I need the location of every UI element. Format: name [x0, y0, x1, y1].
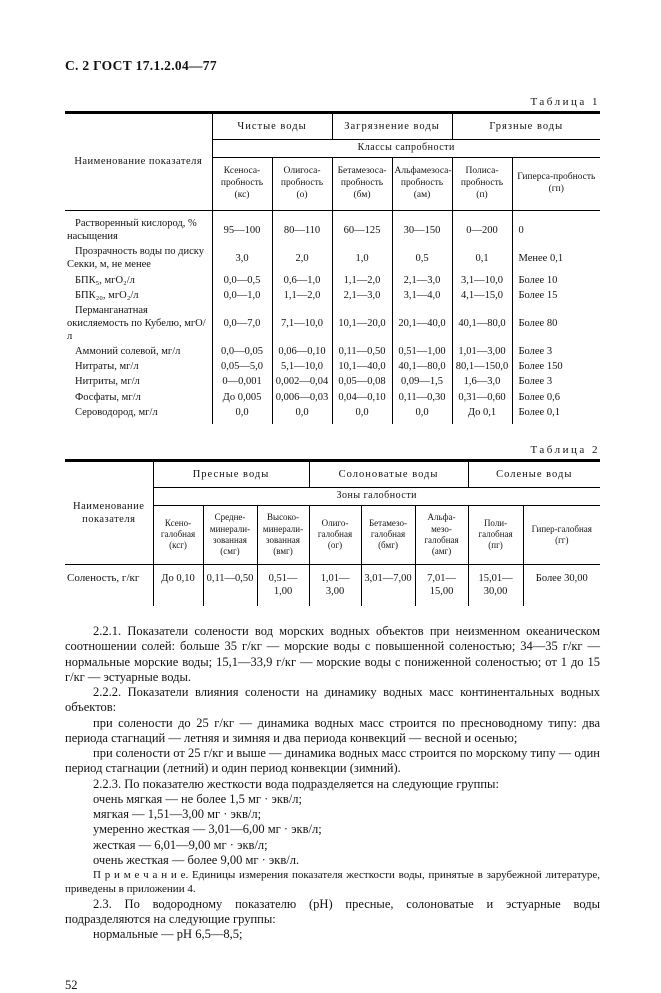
cell-value: 0,0	[212, 405, 272, 424]
table-row	[65, 359, 600, 374]
table2-group-salt: Соленые воды	[468, 460, 600, 487]
cell-value: 1,01—3,00	[452, 344, 512, 359]
table2-col-header: Средне-минерали-зованная (смг)	[203, 505, 257, 564]
table1-group-clean: Чистые воды	[212, 113, 332, 140]
doc-header: С. 2 ГОСТ 17.1.2.04—77	[65, 58, 217, 73]
cell-value: 1,1—2,0	[332, 273, 392, 288]
table2-group-fresh: Пресные воды	[153, 460, 309, 487]
row-label: Фосфаты, мг/л	[75, 391, 141, 403]
table2-col-header: Гипер-галобная (гг)	[523, 505, 600, 564]
cell-value: 3,1—10,0	[452, 273, 512, 288]
cell-value: 0,06—0,10	[272, 344, 332, 359]
cell-value: 7,1—10,0	[272, 303, 332, 344]
hardness-item-soft: мягкая — 1,51—3,00 мг · экв/л;	[93, 807, 262, 821]
cell-value: До 0,10	[153, 564, 203, 606]
cell-value: 0,0—0,05	[212, 344, 272, 359]
row-label: БПК₂₀, мгО₂/л	[75, 289, 139, 301]
row-label: БПК₅, мгО₂/л	[75, 274, 135, 286]
cell-value: 80—110	[272, 211, 332, 245]
cell-value: 0,0—1,0	[212, 288, 272, 303]
table2-col-header: Высоко-минерали-зованная (вмг)	[257, 505, 309, 564]
cell-value: Более 3	[512, 374, 600, 389]
table1-group-dirty: Грязные воды	[452, 113, 600, 140]
table2-subheader: Зоны галобности	[153, 487, 600, 505]
table-row	[65, 288, 600, 303]
cell-value: 5,1—10,0	[272, 359, 332, 374]
table2-col-header: Альфа-мезо-галобная (амг)	[415, 505, 468, 564]
cell-value: 20,1—40,0	[392, 303, 452, 344]
note: П р и м е ч а н и е. Единицы измерения показателя жесткости воды, принятые в зарубежной литературе, приведены в приложении 4.	[65, 869, 600, 896]
cell-value: 2,1—3,0	[332, 288, 392, 303]
cell-value: 0,0	[332, 405, 392, 424]
cell-value: 95—100	[212, 211, 272, 245]
cell-value: 0—0,001	[212, 374, 272, 389]
table1-col-header: Ксеноса-пробность (кс)	[212, 158, 272, 211]
cell-value: 0,1	[452, 244, 512, 272]
table2-col-header: Ксено-галобная (ксг)	[153, 505, 203, 564]
cell-value: 0,09—1,5	[392, 374, 452, 389]
cell-value: 0,11—0,50	[332, 344, 392, 359]
table-row	[65, 374, 600, 389]
hardness-item-very-hard: очень жесткая — более 9,00 мг · экв/л.	[93, 852, 300, 867]
cell-value: 0,006—0,03	[272, 390, 332, 405]
cell-value: Более 0,6	[512, 390, 600, 405]
cell-value: 0,002—0,04	[272, 374, 332, 389]
row-label: Растворенный кислород, % насыщения	[67, 218, 197, 243]
cell-value: Более 10	[512, 273, 600, 288]
ph-item-normal: нормальные — pH 6,5—8,5;	[93, 927, 243, 942]
row-label: Прозрачность воды по диску Секки, м, не менее	[67, 246, 204, 271]
table1-col-header: Бетамезоса-пробность (бм)	[332, 158, 392, 211]
cell-value: 0,6—1,0	[272, 273, 332, 288]
body-text	[65, 624, 600, 942]
table1-subheader: Классы сапробности	[212, 140, 600, 158]
row-label: Аммоний солевой, мг/л	[75, 346, 181, 358]
cell-value: 60—125	[332, 211, 392, 245]
cell-value: Более 30,00	[523, 564, 600, 606]
cell-value: 10,1—20,0	[332, 303, 392, 344]
paragraph-salinity-under-25: при солености до 25 г/кг — динамика водных масс строится по пресноводному типу: два периода стагнаций — летняя и зимняя и два периода конвекций — весной и осенью;	[65, 715, 600, 745]
cell-value: 7,01—15,00	[415, 564, 468, 606]
table1-group-row	[65, 113, 600, 140]
cell-value: Более 150	[512, 359, 600, 374]
cell-value: Более 3	[512, 344, 600, 359]
cell-value: 3,0	[212, 244, 272, 272]
table-row	[65, 390, 600, 405]
cell-value: Более 0,1	[512, 405, 600, 424]
table2-col-header: Бетамезо-галобная (бмг)	[361, 505, 415, 564]
table-row	[65, 405, 600, 424]
cell-value: 0,0—7,0	[212, 303, 272, 344]
cell-value: 15,01—30,00	[468, 564, 523, 606]
cell-value: 0,51—1,00	[392, 344, 452, 359]
cell-value: 0,51—1,00	[257, 564, 309, 606]
table2-corner-header: Наименование показателя	[65, 460, 153, 564]
table2-col-header: Олиго-галобная (ог)	[309, 505, 361, 564]
cell-value: 1,1—2,0	[272, 288, 332, 303]
table-2	[65, 459, 600, 606]
row-label: Соленость, г/кг	[67, 571, 140, 584]
paragraph-2-2-2: 2.2.2. Показатели влияния солености на динамику водных масс континентальных водных объектов:	[65, 685, 600, 715]
cell-value: 2,0	[272, 244, 332, 272]
paragraph-2-2-1: 2.2.1. Показатели солености вод морских водных объектов при неизменном океаническом соотношении солей: больше 35 г/кг — морские воды с повышенной соленостью; 34—35 г/кг — нормальные морские воды; 15,1—33,9 г/кг — морские воды с пониженной соленостью; от 1 до 15 г/кг — эстуарные воды.	[65, 624, 600, 684]
cell-value: 80,1—150,0	[452, 359, 512, 374]
cell-value: 10,1—40,0	[332, 359, 392, 374]
cell-value: 0,31—0,60	[452, 390, 512, 405]
page-number: 52	[65, 978, 78, 993]
cell-value: 0,11—0,50	[203, 564, 257, 606]
cell-value: 4,1—15,0	[452, 288, 512, 303]
cell-value: 0,0	[392, 405, 452, 424]
cell-value: Более 80	[512, 303, 600, 344]
cell-value: 3,01—7,00	[361, 564, 415, 606]
table-row	[65, 564, 600, 606]
table-row	[65, 303, 600, 344]
cell-value: 1,0	[332, 244, 392, 272]
row-label: Нитриты, мг/л	[75, 376, 140, 388]
table-row	[65, 244, 600, 272]
hardness-item-moderately-hard: умеренно жесткая — 3,01—6,00 мг · экв/л;	[93, 822, 322, 837]
table-row	[65, 344, 600, 359]
cell-value: 1,6—3,0	[452, 374, 512, 389]
paragraph-salinity-over-25: при солености от 25 г/кг и выше — динамика водных масс строится по морскому типу — один период стагнации (летний) и один период конвекции (зимний).	[65, 746, 600, 776]
cell-value: 0	[512, 211, 600, 245]
cell-value: 1,01—3,00	[309, 564, 361, 606]
cell-value: 0—200	[452, 211, 512, 245]
row-label: Перманганатная окисляемость по Кубелю, мгО/л	[67, 304, 206, 342]
table1-corner-header: Наименование показателя	[65, 113, 212, 211]
cell-value: 0,04—0,10	[332, 390, 392, 405]
cell-value: 0,11—0,30	[392, 390, 452, 405]
cell-value: 2,1—3,0	[392, 273, 452, 288]
paragraph-2-3: 2.3. По водородному показателю (pH) пресные, солоноватые и эстуарные воды подразделяются на следующие группы:	[65, 896, 600, 926]
table2-col-header: Поли-галобная (пг)	[468, 505, 523, 564]
table1-col-header: Олигоса-пробность (о)	[272, 158, 332, 211]
paragraph-2-2-3: 2.2.3. По показателю жесткости вода подразделяется на следующие группы:	[93, 776, 499, 791]
cell-value: 40,1—80,0	[452, 303, 512, 344]
cell-value: 0,05—0,08	[332, 374, 392, 389]
cell-value: 0,0	[272, 405, 332, 424]
table-row	[65, 273, 600, 288]
cell-value: 3,1—4,0	[392, 288, 452, 303]
table1-caption: Таблица 1	[530, 96, 600, 108]
table2-caption: Таблица 2	[530, 443, 600, 456]
row-label: Сероводород, мг/л	[75, 406, 158, 418]
cell-value: Более 15	[512, 288, 600, 303]
cell-value: До 0,005	[212, 390, 272, 405]
cell-value: 0,05—5,0	[212, 359, 272, 374]
table-row	[65, 211, 600, 245]
table2-group-brackish: Солоноватые воды	[309, 460, 468, 487]
hardness-item-very-soft: очень мягкая — не более 1,5 мг · экв/л;	[93, 791, 302, 806]
table1-col-header: Полиса-пробность (п)	[452, 158, 512, 211]
cell-value: 0,0—0,5	[212, 273, 272, 288]
hardness-item-hard: жесткая — 6,01—9,00 мг · экв/л;	[93, 837, 268, 852]
cell-value: Менее 0,1	[512, 244, 600, 272]
table1-col-header: Альфамезоса-пробность (ам)	[392, 158, 452, 211]
cell-value: 30—150	[392, 211, 452, 245]
cell-value: 40,1—80,0	[392, 359, 452, 374]
row-label: Нитраты, мг/л	[75, 361, 139, 373]
table-1	[65, 111, 600, 424]
table2-group-row	[65, 460, 600, 487]
cell-value: До 0,1	[452, 405, 512, 424]
cell-value: 0,5	[392, 244, 452, 272]
table1-col-header: Гиперса-пробность (гп)	[512, 158, 600, 211]
table1-group-polluted: Загрязнение воды	[332, 113, 452, 140]
